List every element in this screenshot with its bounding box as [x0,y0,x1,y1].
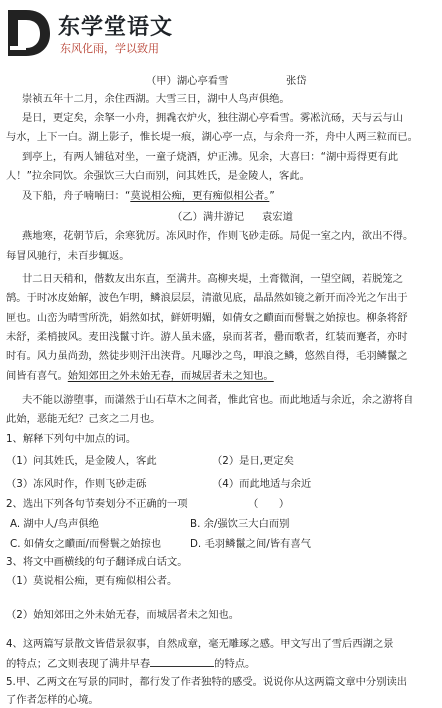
passage-b-title: （乙）满井游记 [172,211,245,223]
passage-a-line: 崇祯五年十二月，余住西湖。大雪三日，湖中人鸟声俱绝。 [22,93,290,105]
question-1: 1、解释下列句中加点的词。 [6,433,137,445]
passage-b-line-last [6,369,274,384]
question-4-tail: 的特点。 [214,658,256,670]
question-2: 2、选出下列各句节奏划分不正确的一项 [6,498,188,510]
brand-title: 东学堂语文 [58,15,174,40]
fill-blank [150,656,214,667]
passage-a-line-last [22,189,275,204]
passage-b-line: 鹄。于时冰皮始解，波色乍明，鳞浪层层，清澈见底，晶晶然如镜之新开而冷光之乍出于 [6,292,408,304]
passage-a-line: 到亭上，有两人铺毡对坐，一童子烧酒，炉正沸。见余，大喜曰：“湖中焉得更有此 [22,151,399,163]
passage-b-line: 时有。风力虽尚劲，然徒步则汗出浃背。凡曝沙之鸟，呷浪之鳞，悠然自得，毛羽鳞鬣之 [6,350,408,362]
question-1-item: （2）是日,更定矣 [212,455,294,467]
passage-b-line: 夫不能以游堕事，而潇然于山石草木之间者，惟此官也。而此地适与余近，余之游将自 [22,394,414,406]
option-d: D. 毛羽鳞鬣之间/皆有喜气 [190,538,311,550]
option-a: A. 湖中人/鸟声俱绝 [10,518,99,530]
passage-a-line: 人！”拉余同饮。余强饮三大白而别，问其姓氏，是金陵人，客此。 [6,170,310,182]
question-5: 5.甲、乙两文在写景的同时，都行发了作者独特的感受。说说你从这两篇文章中分别读出 [6,676,408,688]
option-c: C. 如倩女之靧面/而髻鬟之始掠也 [10,538,162,550]
passage-b-line: 未舒，柔梢披风。麦田浅鬣寸许。游人虽未盛，泉而茗者，罍而歌者，红装而蹇者，亦时 [6,331,408,343]
passage-b-line: 匣也。山峦为晴雪所洗，娟然如拭，鲜妍明媚，如倩女之靧面而髻鬟之始掠也。柳条将舒 [6,312,408,324]
passage-b-line: 廿二日天稍和，偕数友出东直，至满井。高柳夹堤，土膏微润，一望空阔，若脱笼之 [22,273,403,285]
question-3-item: （2）始知郊田之外未始无春，而城居者未之知也。 [6,609,240,621]
passage-b-line: 燕地寒，花朝节后，余寒犹厉。冻风时作，作则飞砂走砾。局促一室之内，欲出不得。 [22,230,414,242]
question-4-cont [6,656,255,672]
question-1-item: （4）而此地适与余近 [212,478,312,490]
passage-a-line: 与水，上下一白。湖上影子，惟长堤一痕，湖心亭一点，与余舟一芥，舟中人两三粒而已。 [6,131,418,143]
question-4: 4、这两篇写景散文皆借景叙事，自然成章，毫无雕琢之感。甲文写出了雪后西湖之景 [6,638,394,650]
question-5-cont: 了作者怎样的心境。 [6,694,99,706]
passage-b-line: 每冒风驰行，未百步辄返。 [6,250,130,262]
question-1-item: （1）问其姓氏，是金陵人，客此 [6,455,157,467]
option-b: B. 余/强饮三大白而别 [190,518,290,530]
header [0,0,442,66]
passage-a-author: 张岱 [286,75,307,87]
question-3: 3、将文中画横线的句子翻译成白话文。 [6,556,188,568]
logo-icon [6,8,52,58]
brand-slogan: 东风化雨，学以致用 [60,42,159,55]
passage-b-line-prefix: 间皆有喜气。 [6,370,68,382]
passage-b-underlined-sentence: 始知郊田之外未始无春，而城居者未之知也。 [67,370,274,382]
passage-a-line-prefix: 及下船，舟子喃喃曰：“ [22,190,131,202]
question-3-item: （1）莫说相公痴，更有痴似相公者。 [6,575,178,587]
answer-blank: （ ） [248,498,290,510]
passage-a-line: 是日，更定矣，余拏一小舟，拥毳衣炉火，独往湖心亭看雪。雾凇沆砀，天与云与山 [22,112,403,124]
closing-quote: ” [269,190,275,202]
question-4-text: 的特点；乙文则表现了满井早春 [6,658,151,670]
passage-b-author: 袁宏道 [262,211,293,223]
passage-b-line: 此始，恶能无纪？己亥之二月也。 [6,413,161,425]
question-1-item: （3）冻风时作，作则飞砂走砾 [6,478,147,490]
passage-a-underlined-sentence: 莫说相公痴，更有痴似相公者。 [130,190,270,202]
passage-a-title: （甲）湖心亭看雪 [146,75,229,87]
